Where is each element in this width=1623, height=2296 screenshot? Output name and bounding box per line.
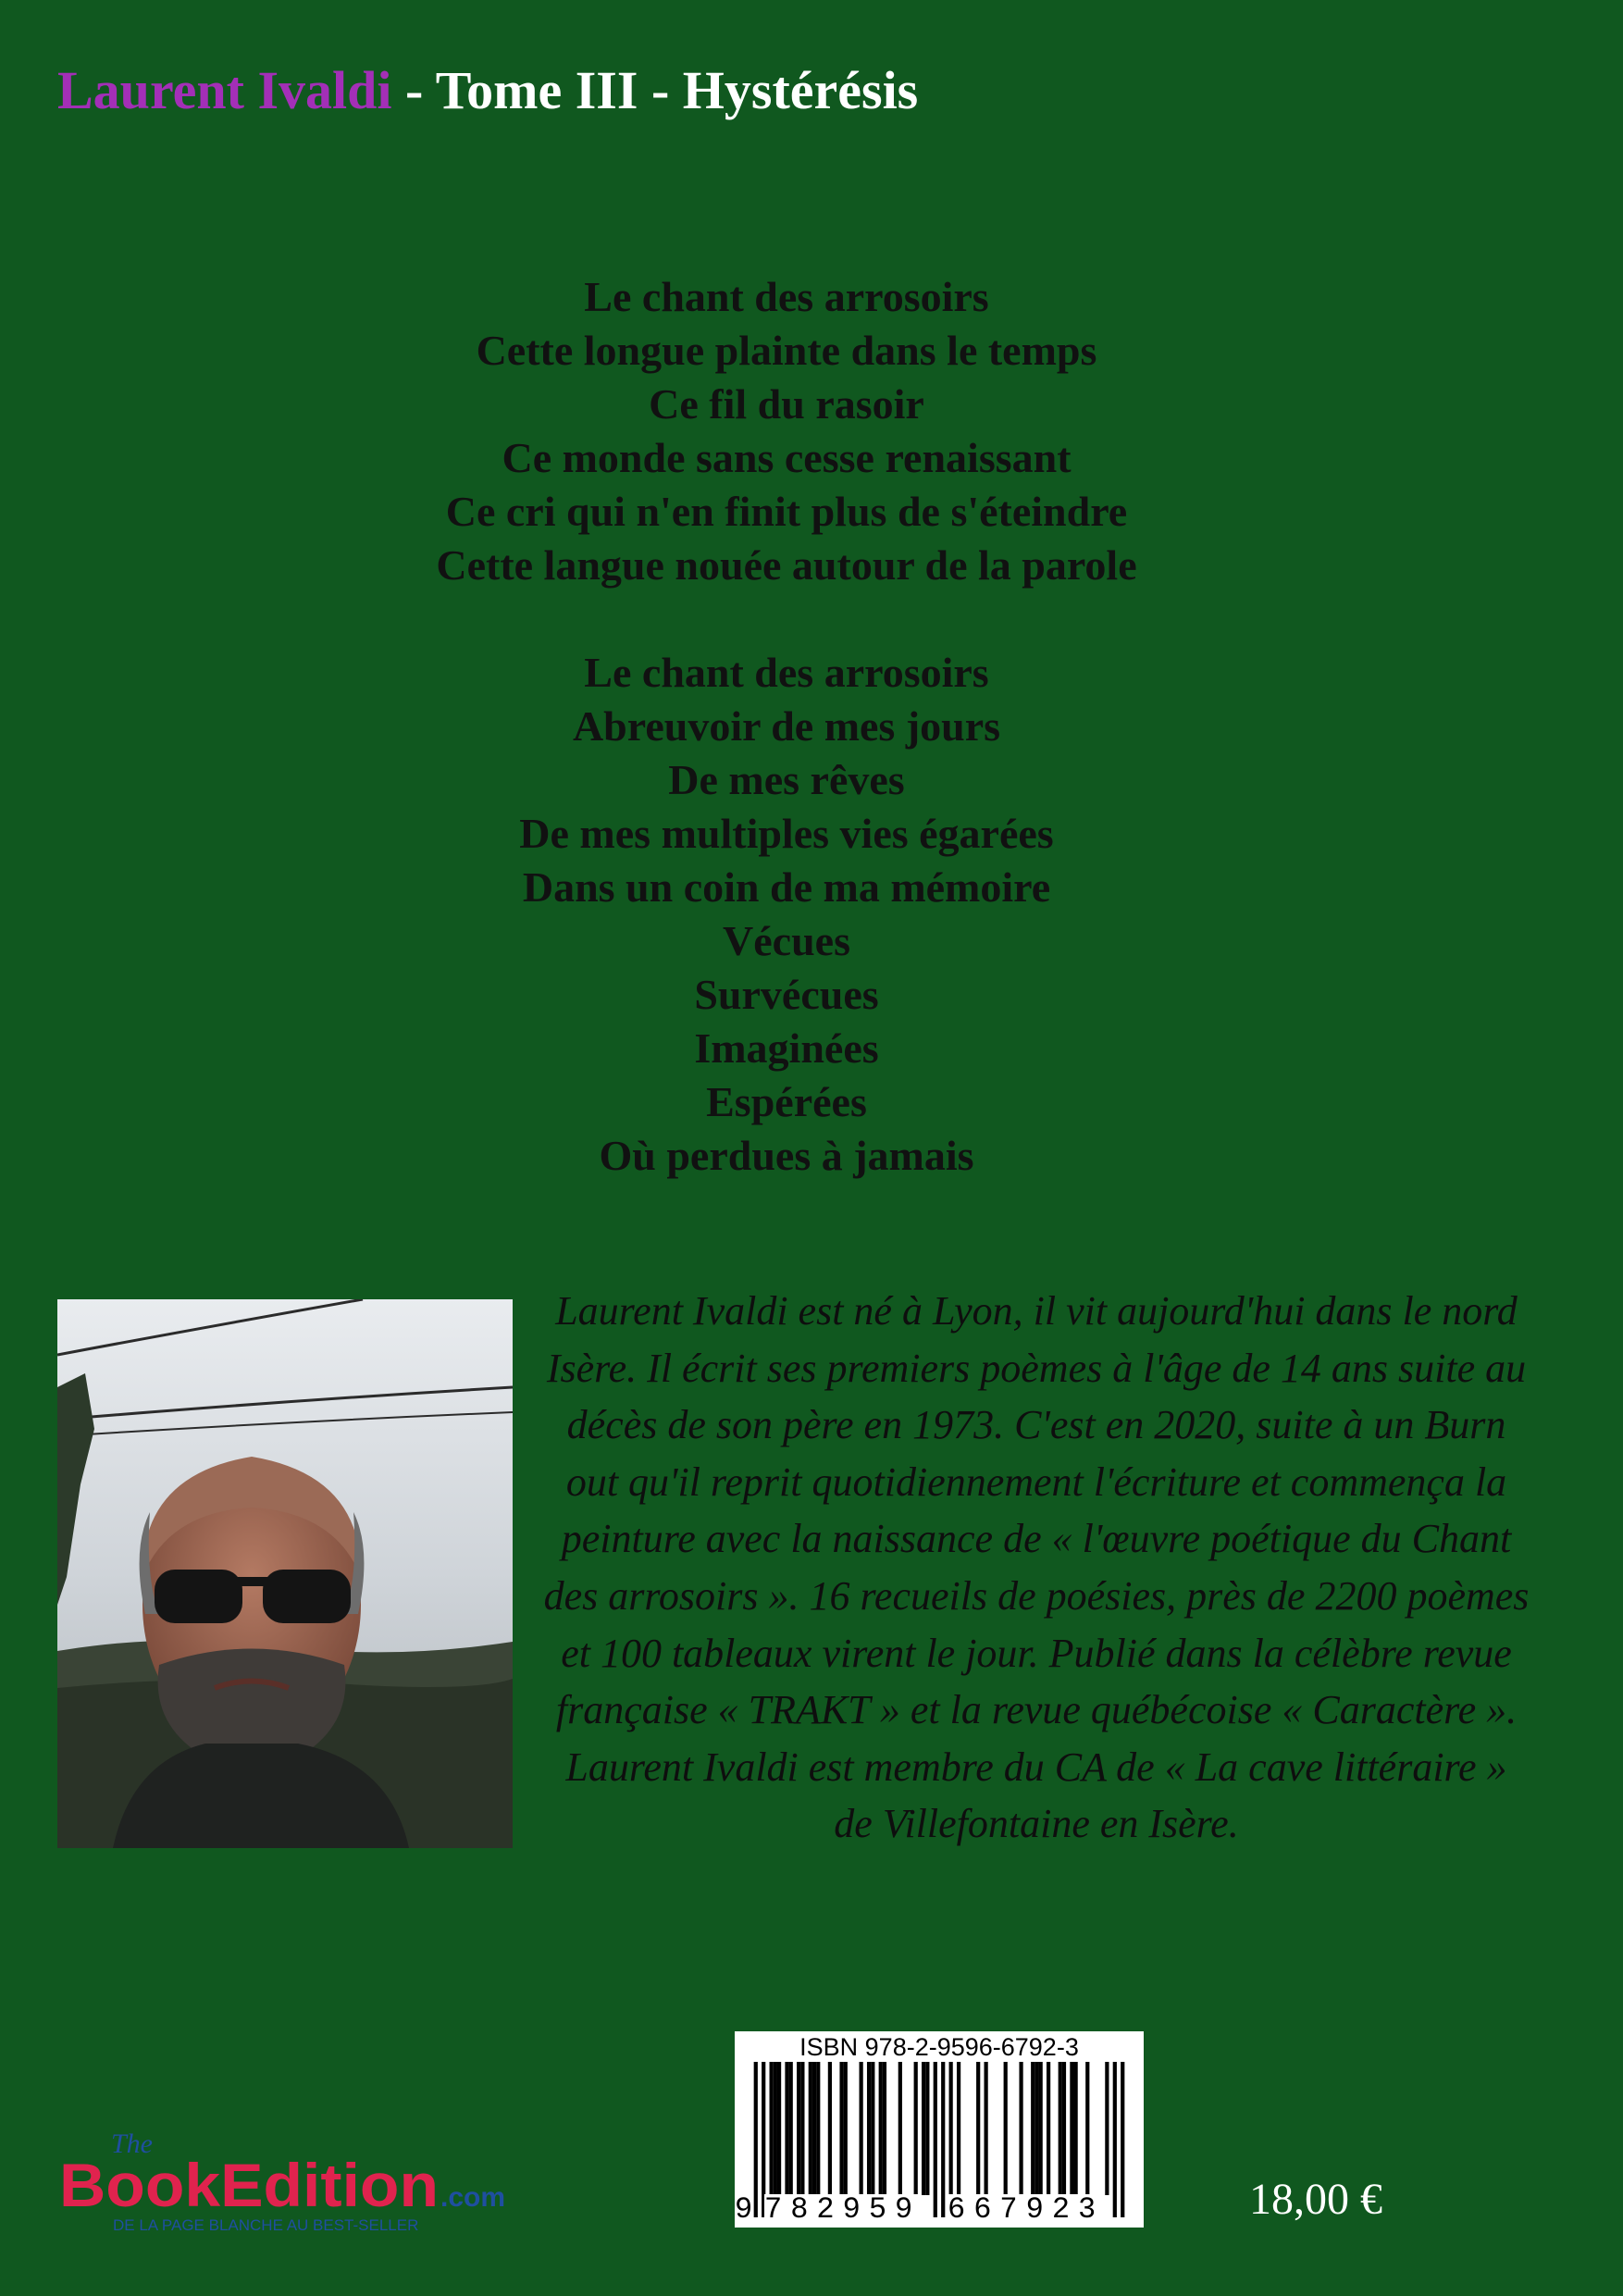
barcode-bar xyxy=(976,2062,980,2195)
poem-line: Dans un coin de ma mémoire xyxy=(522,863,1051,911)
barcode-bar xyxy=(816,2062,820,2195)
barcode-bar xyxy=(785,2062,788,2195)
bio-line: française « TRAKT » et la revue québécoise « Caractère ». xyxy=(555,1687,1518,1733)
poem-stanza-2 xyxy=(231,646,1342,1183)
barcode-bar xyxy=(800,2062,804,2195)
poem-line: Où perdues à jamais xyxy=(599,1132,974,1179)
barcode-bar xyxy=(860,2062,863,2195)
barcode-bar xyxy=(1059,2062,1062,2195)
poem-line: De mes rêves xyxy=(668,756,905,803)
bio-line: Laurent Ivaldi est né à Lyon, il vit aujourd'hui dans le nord xyxy=(555,1288,1518,1334)
barcode-left-digits: 782959 xyxy=(764,2192,922,2227)
barcode-bar xyxy=(1047,2062,1050,2195)
price: 18,00 € xyxy=(1249,2175,1382,2224)
isbn-barcode xyxy=(735,2031,1144,2228)
logo-bookedition: BookEdition xyxy=(59,2151,439,2219)
poem-line: Ce monde sans cesse renaissant xyxy=(502,434,1072,481)
barcode-bar xyxy=(1019,2062,1022,2195)
barcode-bar xyxy=(770,2062,774,2195)
barcode-bar xyxy=(985,2062,988,2195)
barcode-bar xyxy=(1085,2062,1089,2195)
cover-title xyxy=(57,57,918,124)
barcode-bar xyxy=(922,2062,925,2195)
title-separator: - xyxy=(391,60,436,120)
poem-line: Espérées xyxy=(706,1078,867,1125)
barcode-bar xyxy=(1039,2062,1043,2195)
barcode-bar xyxy=(809,2062,812,2195)
barcode-bar xyxy=(1031,2062,1035,2195)
bio-line: de Villefontaine en Isère. xyxy=(834,1801,1239,1847)
barcode-bar xyxy=(1105,2062,1109,2195)
barcode-bar xyxy=(1004,2062,1008,2195)
barcode-bar xyxy=(789,2062,793,2195)
isbn-label: ISBN 978-2-9596-6792-3 xyxy=(799,2033,1079,2061)
bio-line: des arrosoirs ». 16 recueils de poésies, près de 2200 poèmes xyxy=(543,1572,1530,1619)
barcode-bar xyxy=(925,2062,929,2195)
barcode-bar xyxy=(844,2062,848,2195)
bio-line: Laurent Ivaldi est membre du CA de « La cave littéraire » xyxy=(565,1744,1507,1790)
barcode-bar xyxy=(1062,2062,1066,2195)
bio-line: décès de son père en 1973. C'est en 2020, suite à un Burn xyxy=(566,1402,1506,1448)
barcode-bar xyxy=(1070,2062,1073,2195)
poem-line: Ce fil du rasoir xyxy=(649,380,924,428)
poem-line: Cette langue nouée autour de la parole xyxy=(436,541,1137,589)
poem-line: Ce cri qui n'en finit plus de s'éteindre xyxy=(445,488,1128,535)
author-photo xyxy=(57,1299,513,1848)
barcode-bar xyxy=(914,2062,918,2195)
barcode-bar xyxy=(812,2062,816,2195)
barcode-bar xyxy=(774,2062,777,2195)
barcode-bar xyxy=(871,2062,874,2195)
barcode-bar xyxy=(1035,2062,1038,2195)
publisher-logo xyxy=(57,2119,520,2240)
barcode-bar xyxy=(777,2062,781,2195)
barcode-bar xyxy=(957,2062,960,2195)
poem-stanza-1 xyxy=(231,270,1342,592)
poem-line: Survécues xyxy=(694,971,879,1018)
poem-line: Imaginées xyxy=(694,1024,879,1072)
barcode-lead-digit: 9 xyxy=(735,2192,753,2227)
barcode-bar xyxy=(1074,2062,1078,2195)
barcode-bar xyxy=(839,2062,843,2195)
volume-label: Tome III xyxy=(435,60,638,120)
logo-tagline: DE LA PAGE BLANCHE AU BEST-SELLER xyxy=(113,2216,419,2234)
title-separator: - xyxy=(638,60,683,120)
bio-line: et 100 tableaux virent le jour. Publié dans la célèbre revue xyxy=(561,1630,1512,1676)
barcode-bar xyxy=(867,2062,871,2195)
barcode-bar xyxy=(883,2062,886,2195)
poem-line: Le chant des arrosoirs xyxy=(584,273,989,320)
book-title: Hystérésis xyxy=(682,60,919,120)
poem-line: Cette longue plainte dans le temps xyxy=(476,327,1097,374)
barcode-bar xyxy=(828,2062,832,2195)
barcode-bar xyxy=(797,2062,800,2195)
barcode-digits xyxy=(735,2194,1144,2226)
barcode-right-digits: 667923 xyxy=(948,2192,1105,2227)
barcode-bar xyxy=(898,2062,902,2195)
poem-line: De mes multiples vies égarées xyxy=(519,810,1054,857)
barcode-bar xyxy=(879,2062,883,2195)
author-biography xyxy=(523,1283,1550,1853)
bio-line: Isère. Il écrit ses premiers poèmes à l'âge de 14 ans suite au xyxy=(546,1345,1527,1391)
poem-line: Le chant des arrosoirs xyxy=(584,649,989,696)
bio-line: out qu'il reprit quotidiennement l'écriture et commença la xyxy=(565,1458,1507,1505)
poem-line: Abreuvoir de mes jours xyxy=(572,702,1001,750)
logo-the: The xyxy=(111,2128,153,2159)
author-name: Laurent Ivaldi xyxy=(57,60,392,120)
poem-line: Vécues xyxy=(723,917,850,964)
barcode-bar xyxy=(949,2062,953,2195)
logo-dotcom: .com xyxy=(440,2182,506,2213)
bio-line: peinture avec la naissance de « l'œuvre poétique du Chant xyxy=(561,1516,1512,1562)
